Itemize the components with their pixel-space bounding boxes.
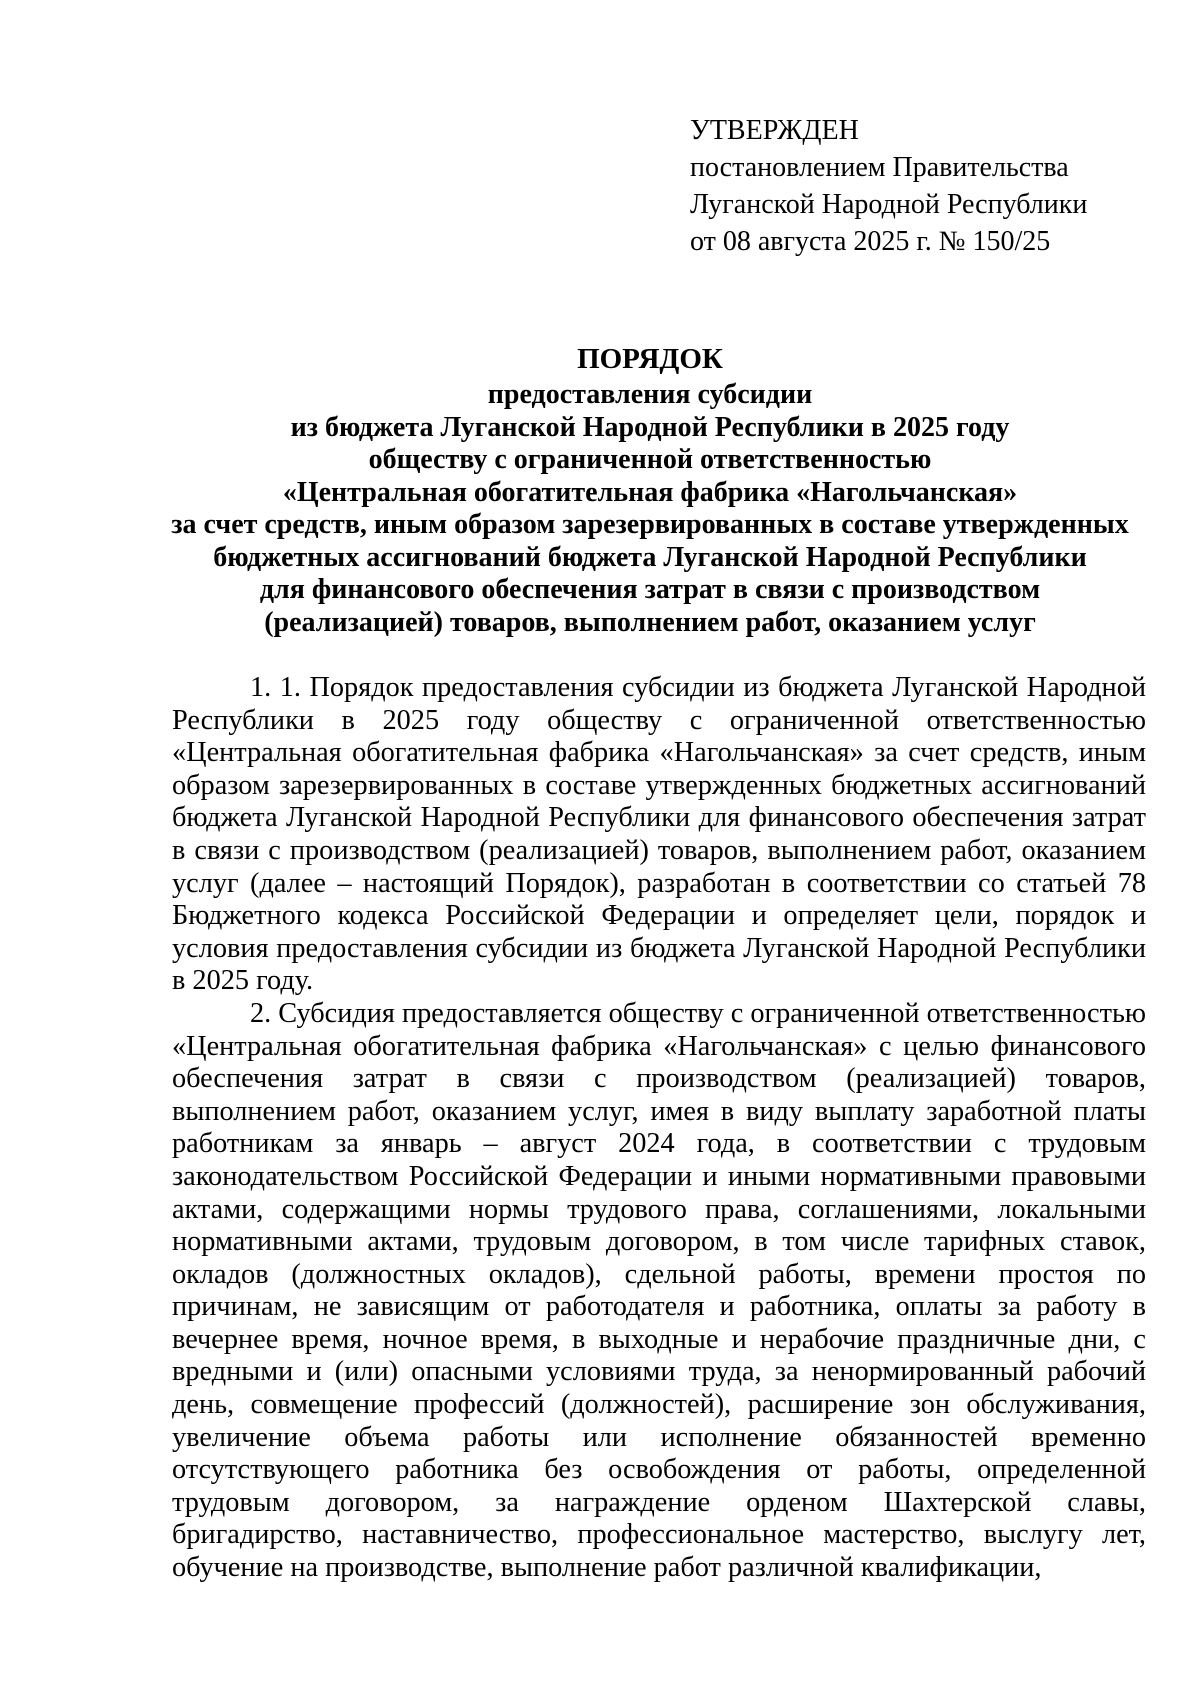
document-title: ПОРЯДОК <box>577 343 723 375</box>
approval-heading: УТВЕРЖДЕН <box>690 115 859 146</box>
paragraph-1: 1. 1. Порядок предоставления субсидии из бюджета Луганской Народной Республики в 2025 году обществу с ограниченной ответственностью «Центральная обогатительная фабрика «Нагольчанская» за счет средств, иным образом зарезервированных в составе утвержденных бюджетных ассигнований бюджета Луганской Народной Республики для финансового обеспечения затрат в связи с производством (реализацией) товаров, выполнением работ, оказанием услуг (далее – настоящий Порядок), разработан в соответствии со статьей 78 Бюджетного кодекса Российской Федерации и определяет цели, порядок и условия предоставления субсидии из бюджета Луганской Народной Республики в 2025 году. <box>172 672 1146 997</box>
title-line: за счет средств, иным образом зарезервированных в составе утвержденных <box>171 509 1129 540</box>
title-line: из бюджета Луганской Народной Республики в 2025 году <box>290 411 1010 443</box>
approval-government: Луганской Народной Республики <box>690 189 1088 220</box>
paragraph-2: 2. Субсидия предоставляется обществу с ограниченной ответственностью «Центральная обогатительная фабрика «Нагольчанская» с целью финансового обеспечения затрат в связи с производством (реализацией) товаров, выполнением работ, оказанием услуг, имея в виду выплату заработной платы работникам за январь – август 2024 года, в соответствии с трудовым законодательством Российской Федерации и иными нормативными правовыми актами, содержащими нормы трудового права, соглашениями, локальными нормативными актами, трудовым договором, в том числе тарифных ставок, окладов (должностных окладов), сдельной работы, времени простоя по причинам, не зависящим от работодателя и работника, оплаты за работу в вечернее время, ночное время, в выходные и нерабочие праздничные дни, с вредными и (или) опасными условиями труда, за ненормированный рабочий день, совмещение профессий (должностей), расширение зон обслуживания, увеличение объема работы или исполнение обязанностей временно отсутствующего работника без освобождения от работы, определенной трудовым договором, за награждение орденом Шахтерской славы, бригадирство, наставничество, профессиональное мастерство, выслугу лет, обучение на производстве, выполнение работ различной квалификации, <box>172 997 1146 1584</box>
title-line: для финансового обеспечения затрат в связи с производством <box>259 574 1041 605</box>
title-line: предоставления субсидии <box>487 379 813 410</box>
approval-date-number: от 08 августа 2025 г. № 150/25 <box>690 226 1051 257</box>
approval-stamp-block <box>690 112 1170 260</box>
title-line: (реализацией) товаров, выполнением работ, оказанием услуг <box>264 606 1036 638</box>
title-line: обществу с ограниченной ответственностью <box>368 444 932 475</box>
approval-authority: постановлением Правительства <box>690 152 1069 183</box>
title-line: «Центральная обогатительная фабрика «Нагольчанская» <box>282 476 1018 508</box>
title-line: бюджетных ассигнований бюджета Луганской Народной Республики <box>213 541 1087 573</box>
document-body <box>172 672 1146 1585</box>
document-title-block <box>150 340 1150 639</box>
